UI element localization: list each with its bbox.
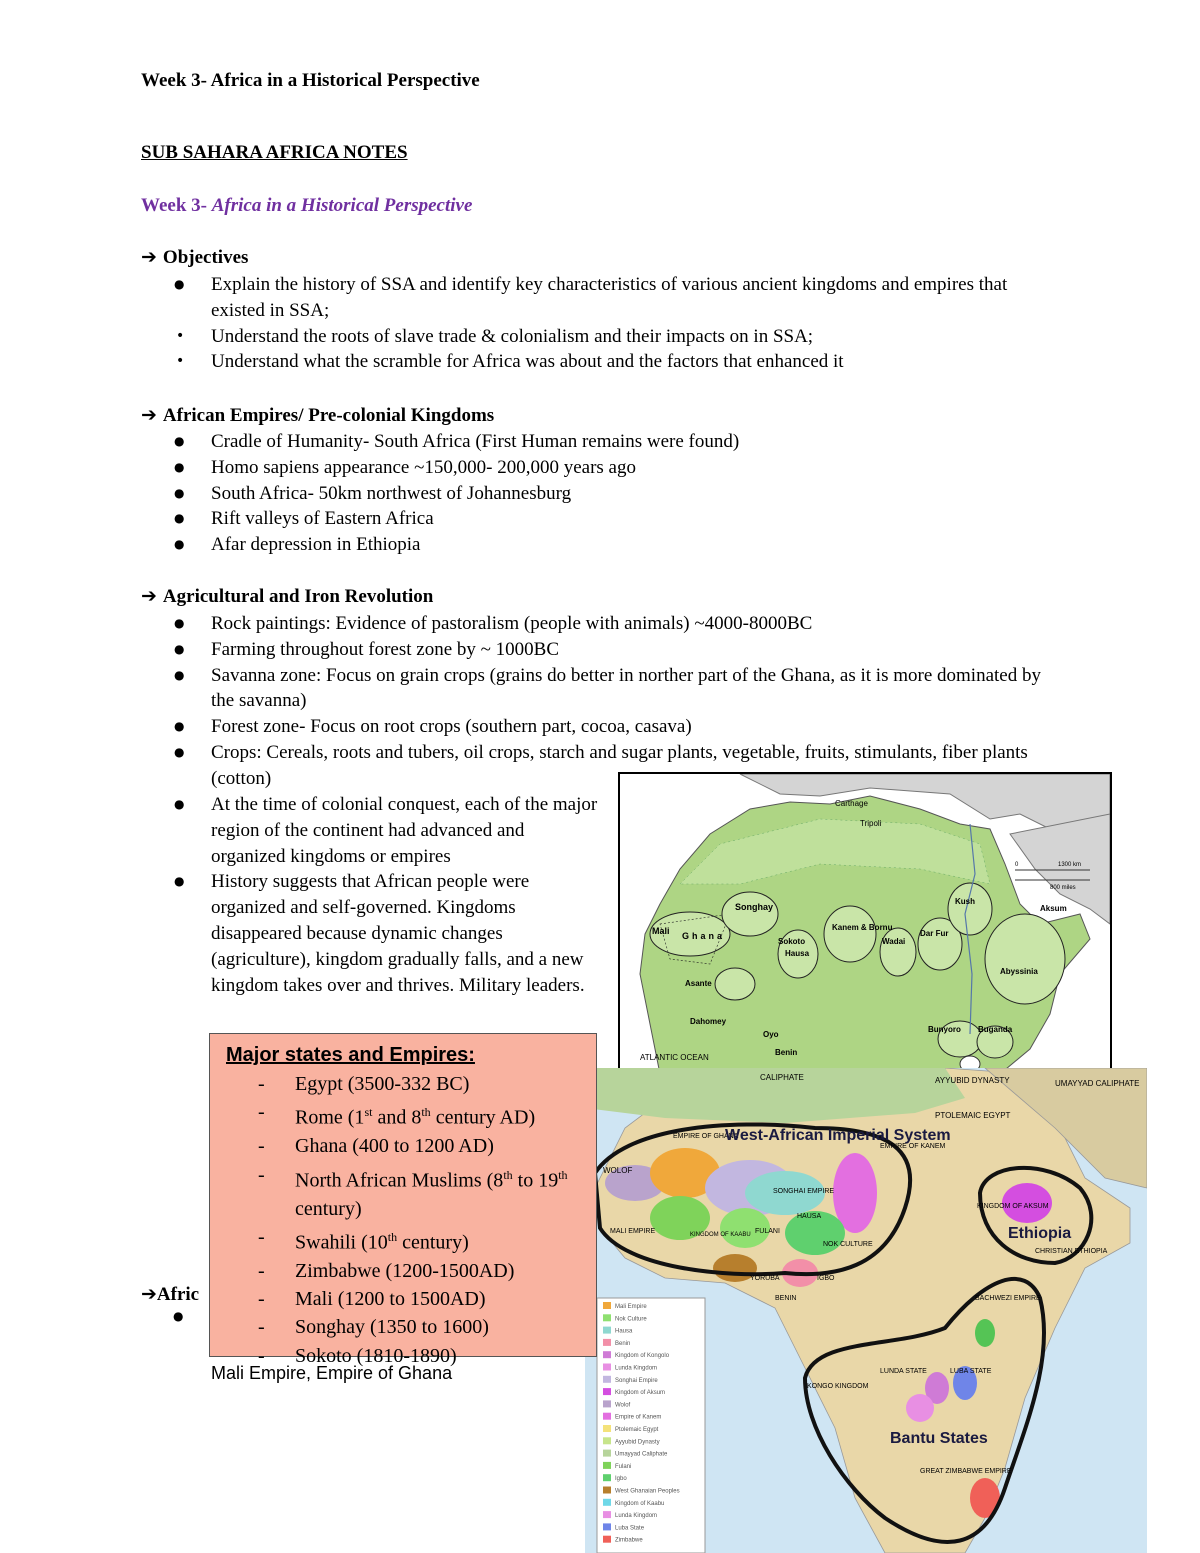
legend-swatch <box>603 1462 611 1469</box>
empires-list <box>172 429 1032 558</box>
arrow-icon: ➔ <box>141 404 157 426</box>
list-item: ● Rock paintings: Evidence of pastoralism (people with animals) ~4000-8000BC <box>172 611 1042 637</box>
map1-label: Wadai <box>882 937 906 946</box>
map2-label: HAUSA <box>797 1213 822 1220</box>
superscript: th <box>558 1167 568 1182</box>
map1-label: Sokoto <box>778 937 806 946</box>
major-state-text: to 19 <box>512 1169 559 1192</box>
map2-label: GREAT ZIMBABWE EMPIRE <box>920 1468 1012 1475</box>
list-item: ● Rift valleys of Eastern Africa <box>172 506 1032 532</box>
major-state-text: North African Muslims (8 <box>295 1169 504 1192</box>
legend-swatch <box>603 1413 611 1420</box>
africa-kingdoms-map <box>618 772 1112 1076</box>
purple-prefix: Week 3- <box>141 195 207 216</box>
legend-label: Wolof <box>615 1402 631 1409</box>
map2-label: UMAYYAD CALIPHATE <box>1055 1079 1140 1088</box>
legend-swatch <box>603 1339 611 1346</box>
superscript: th <box>421 1105 431 1120</box>
major-state-text: Zimbabwe (1200-1500AD) <box>295 1259 515 1282</box>
list-item: ● Afar depression in Ethiopia <box>172 532 1032 558</box>
list-item: ● Cradle of Humanity- South Africa (First Human remains were found) <box>172 429 1032 455</box>
superscript: th <box>503 1167 513 1182</box>
map2-label: AYYUBID DYNASTY <box>935 1076 1010 1085</box>
map1-label: Buganda <box>978 1025 1013 1034</box>
afric-text: Afric <box>156 1284 200 1305</box>
legend-swatch <box>603 1511 611 1518</box>
map2-label: KINGDOM OF AKSUM <box>977 1203 1049 1210</box>
agri-narrow-list <box>172 792 600 998</box>
agri-heading-text: Agricultural and Iron Revolution <box>162 586 434 607</box>
major-state-text: Ghana (400 to 1200 AD) <box>295 1135 494 1158</box>
empires-heading-text: African Empires/ Pre-colonial Kingdoms <box>162 405 495 426</box>
major-state-item <box>258 1098 596 1132</box>
map2-label: KINGDOM OF KAABU <box>690 1232 751 1238</box>
major-states-box <box>209 1033 597 1367</box>
legend-swatch <box>603 1523 611 1530</box>
list-item: ● At the time of colonial conquest, each of the major region of the continent had advanced and organized kingdoms or empires <box>172 792 600 869</box>
legend-label: Ayyubid Dynasty <box>615 1439 660 1446</box>
list-item: ● South Africa- 50km northwest of Johannesburg <box>172 481 1032 507</box>
legend-swatch <box>603 1437 611 1444</box>
legend-label: Luba State <box>615 1525 645 1532</box>
map1-label: Songhay <box>735 902 774 912</box>
legend-swatch <box>603 1388 611 1395</box>
legend-swatch <box>603 1487 611 1494</box>
legend-label: Songhai Empire <box>615 1377 658 1384</box>
agri-heading <box>141 585 433 608</box>
major-state-text: Rome (1 <box>295 1106 365 1129</box>
legend-swatch <box>603 1474 611 1481</box>
legend-swatch <box>603 1314 611 1321</box>
map1-label: Kush <box>955 897 975 906</box>
map1-label: Dahomey <box>690 1017 727 1026</box>
major-state-item <box>258 1257 596 1285</box>
map2-label: KONGO KINGDOM <box>807 1383 869 1390</box>
legend-label: Kingdom of Kaabu <box>615 1500 665 1507</box>
map2-label: EMPIRE OF GHANA <box>673 1133 739 1140</box>
major-state-text: Sokoto (1810-1890) <box>295 1344 457 1367</box>
list-item: ● Savanna zone: Focus on grain crops (grains do better in norther part of the Ghana, as it is more dominated by the savanna) <box>172 663 1042 715</box>
map1-label: Abyssinia <box>1000 967 1038 976</box>
list-item: ● Explain the history of SSA and identify key characteristics of various ancient kingdoms and empires that existed in SSA; <box>172 272 1032 324</box>
afric-fragment <box>141 1283 199 1306</box>
africa-imperial-systems-map-svg <box>585 1068 1147 1553</box>
map1-label: Oyo <box>763 1030 779 1039</box>
legend-label: Hausa <box>615 1328 633 1335</box>
africa-kingdoms-map-svg <box>620 774 1110 1074</box>
major-state-text: Mali (1200 to 1500AD) <box>295 1288 486 1311</box>
legend-swatch <box>603 1425 611 1432</box>
map2-label: CHRISTIAN ETHIOPIA <box>1035 1248 1108 1255</box>
map2-label: IGBO <box>817 1275 835 1282</box>
map1-label: Kanem & Bornu <box>832 923 893 932</box>
list-item: • Understand what the scramble for Africa was about and the factors that enhanced it <box>172 349 1032 375</box>
map2-label: EMPIRE OF KANEM <box>880 1143 946 1150</box>
map1-label: Dar Fur <box>920 929 949 938</box>
legend-swatch <box>603 1302 611 1309</box>
legend-label: Lunda Kingdom <box>615 1365 658 1372</box>
legend-label: Ptolemaic Egypt <box>615 1427 659 1433</box>
list-item: ● Crops: Cereals, roots and tubers, oil crops, starch and sugar plants, vegetable, fruits, stimulants, fiber plants (cotton) <box>172 740 1042 792</box>
list-item: ● History suggests that African people were organized and self-governed. Kingdoms disappeared because dynamic changes (agriculture), kingdom gradually falls, and a new kingdom takes over and thrives. Military leaders. <box>172 869 600 998</box>
major-state-text: century) <box>295 1197 362 1220</box>
arrow-icon: ➔ <box>141 585 157 607</box>
legend-label: Empire of Kanem <box>615 1414 662 1421</box>
empires-heading <box>141 404 494 427</box>
superscript: th <box>387 1229 398 1244</box>
legend-label: Nok Culture <box>615 1316 647 1323</box>
map2-label: FULANI <box>755 1228 780 1235</box>
bullet-icon: ● <box>173 1309 184 1323</box>
africa-imperial-systems-map <box>585 1068 1147 1553</box>
major-state-text: Egypt (3500-332 BC) <box>295 1073 470 1095</box>
objectives-heading-text: Objectives <box>162 247 249 268</box>
legend-swatch <box>603 1536 611 1543</box>
superscript: st <box>364 1105 373 1120</box>
major-state-text: century AD) <box>430 1106 536 1129</box>
map1-label: Tripoli <box>860 819 882 828</box>
map1-label: Asante <box>685 979 712 988</box>
map1-scale-label: 0 <box>1015 862 1019 868</box>
major-state-item <box>258 1132 596 1160</box>
map2-label: LUNDA STATE <box>880 1368 927 1375</box>
objectives-list <box>172 272 1032 375</box>
major-state-text: century) <box>397 1231 469 1254</box>
legend-swatch <box>603 1376 611 1383</box>
map2-label: Bantu States <box>890 1430 988 1447</box>
map2-label: Ethiopia <box>1008 1225 1072 1242</box>
major-state-text: and 8 <box>372 1106 422 1129</box>
major-states-list <box>258 1070 596 1370</box>
major-state-text: Swahili (10 <box>295 1231 388 1254</box>
map1-label: Ghana <box>682 931 726 941</box>
legend-label: Zimbabwe <box>615 1537 643 1544</box>
map2-label: PTOLEMAIC EGYPT <box>935 1111 1011 1120</box>
legend-label: Lunda Kingdom <box>615 1513 658 1520</box>
purple-italic: Africa in a Historical Perspective <box>211 195 473 216</box>
major-state-item <box>258 1223 596 1257</box>
map1-label: ATLANTIC OCEAN <box>640 1053 709 1062</box>
map1-label: Bunyoro <box>928 1025 961 1034</box>
major-state-item <box>258 1285 596 1313</box>
list-item: ● Forest zone- Focus on root crops (southern part, cocoa, casava) <box>172 714 1042 740</box>
major-states-heading: Major states and Empires: <box>226 1044 475 1066</box>
major-state-item <box>258 1161 596 1223</box>
legend-swatch <box>603 1499 611 1506</box>
legend-label: West Ghanaian Peoples <box>615 1488 680 1495</box>
map1-label: Carthage <box>835 799 868 808</box>
agri-list <box>172 611 1042 792</box>
legend-swatch <box>603 1400 611 1407</box>
legend-label: Kingdom of Kongolo <box>615 1353 670 1360</box>
map1-scale-label: 1300 km <box>1058 862 1082 868</box>
arrow-icon: ➔ <box>141 246 157 268</box>
map2-label: CALIPHATE <box>760 1073 804 1082</box>
legend-label: Kingdom of Aksum <box>615 1390 666 1397</box>
legend-label: Umayyad Caliphate <box>615 1451 668 1458</box>
major-state-item <box>258 1070 596 1098</box>
legend-label: Igbo <box>615 1476 627 1483</box>
map2-label: NOK CULTURE <box>823 1241 873 1248</box>
arrow-icon: ➔ <box>141 1283 157 1305</box>
list-item: ● Homo sapiens appearance ~150,000- 200,000 years ago <box>172 455 1032 481</box>
map1-label: Hausa <box>785 949 810 958</box>
map2-label: West-African Imperial System <box>725 1127 951 1144</box>
legend-swatch <box>603 1351 611 1358</box>
map2-label: YORUBA <box>750 1275 780 1282</box>
map2-label: MALI EMPIRE <box>610 1228 656 1235</box>
empires-line: Mali Empire, Empire of Ghana <box>211 1363 453 1383</box>
legend-label: Mali Empire <box>615 1304 647 1310</box>
legend-label: Benin <box>615 1340 631 1347</box>
map1-label: Aksum <box>1040 904 1067 913</box>
doc-title: Week 3- Africa in a Historical Perspective <box>141 70 480 91</box>
map1-label: Mali <box>652 926 670 936</box>
list-item: ● Farming throughout forest zone by ~ 1000BC <box>172 637 1042 663</box>
major-state-text: Songhay (1350 to 1600) <box>295 1316 489 1339</box>
list-item: • Understand the roots of slave trade & colonialism and their impacts on in SSA; <box>172 324 1032 350</box>
legend-swatch <box>603 1364 611 1371</box>
legend-swatch <box>603 1327 611 1334</box>
map1-scale-label: 800 miles <box>1050 885 1076 891</box>
map2-label: LUBA STATE <box>950 1368 992 1375</box>
objectives-heading <box>141 246 248 269</box>
major-state-item <box>258 1313 596 1341</box>
map2-label: BENIN <box>775 1295 797 1302</box>
legend-swatch <box>603 1450 611 1457</box>
doc-subtitle: SUB SAHARA AFRICA NOTES <box>141 142 408 163</box>
map2-label: WOLOF <box>603 1166 633 1175</box>
legend-label: Fulani <box>615 1463 632 1470</box>
map2-label: SONGHAI EMPIRE <box>773 1188 835 1195</box>
map1-label: Benin <box>775 1048 798 1057</box>
map2-label: BACHWEZI EMPIRE <box>975 1295 1041 1302</box>
section-title-purple <box>141 195 472 217</box>
